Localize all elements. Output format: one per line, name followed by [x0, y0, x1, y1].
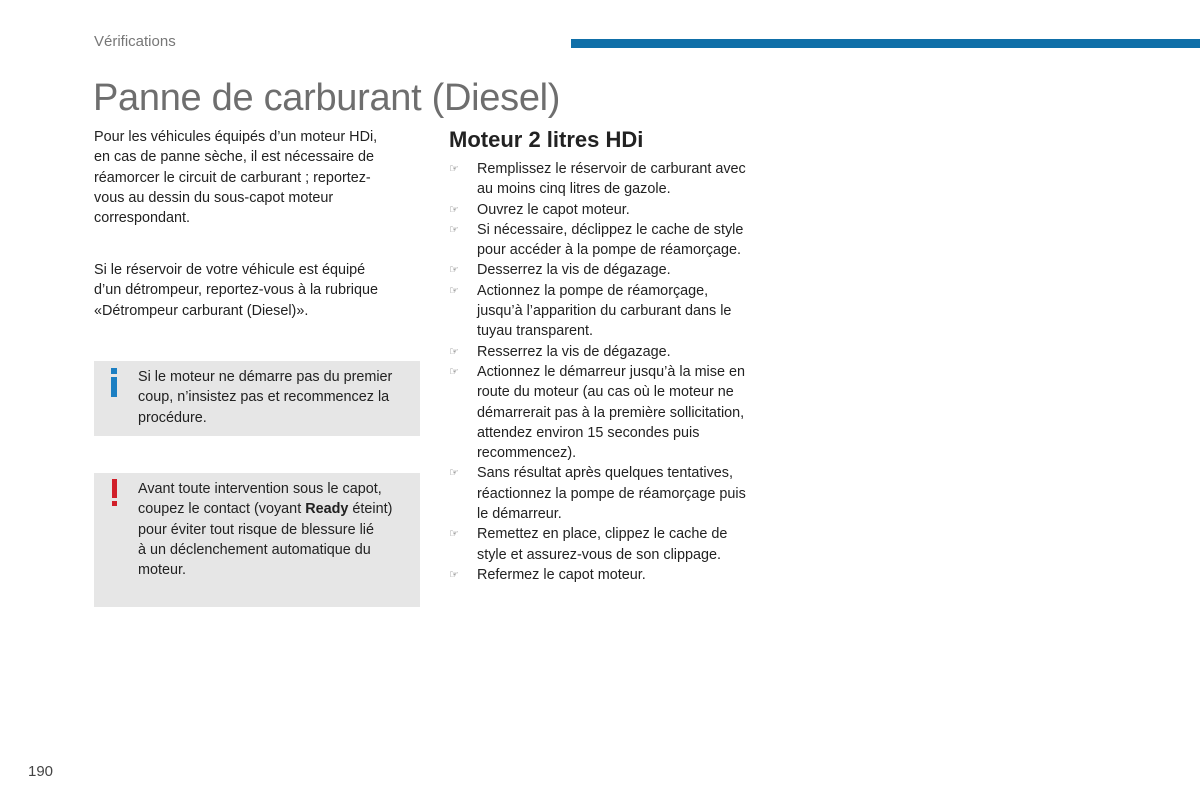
pointing-hand-icon: ☞: [449, 263, 459, 277]
step-text: Resserrez la vis de dégazage.: [477, 343, 671, 360]
page-number: 190: [28, 763, 54, 780]
step-item: [449, 524, 779, 565]
warning-text-bold: Ready: [305, 501, 349, 518]
pointing-hand-icon: ☞: [449, 364, 459, 378]
section-label: Vérifications: [94, 33, 176, 50]
warning-box: [94, 473, 420, 607]
info-box: [94, 361, 420, 436]
step-item: [449, 260, 779, 280]
pointing-hand-icon: ☞: [449, 527, 459, 541]
step-text: Sans résultat après quelques tentatives, réactionnez la pompe de réamorçage puis le démarreur.: [477, 465, 746, 523]
step-text: Actionnez le démarreur jusqu’à la mise en route du moteur (au cas où le moteur ne démarrerait pas à la première sollicitation, attendez environ 15 secondes puis recommencez).: [477, 363, 745, 462]
pointing-hand-icon: ☞: [449, 283, 459, 297]
warning-icon: [108, 479, 120, 509]
step-item: [449, 200, 779, 220]
step-text: Remettez en place, clippez le cache de style et assurez-vous de son clippage.: [477, 526, 728, 563]
pointing-hand-icon: ☞: [449, 466, 459, 480]
step-item: [449, 463, 779, 524]
info-text: Si le moteur ne démarre pas du premier coup, n’insistez pas et recommencez la procédure.: [138, 369, 393, 426]
step-item: [449, 362, 779, 463]
procedure-steps: [449, 159, 779, 585]
pointing-hand-icon: ☞: [449, 162, 459, 175]
header-accent-bar: [571, 39, 1200, 48]
step-text: Si nécessaire, déclippez le cache de style pour accéder à la pompe de réamorçage.: [477, 221, 744, 259]
warning-text-start: Avant toute intervention sous le capot, coupez le contact (voyant: [138, 481, 382, 518]
pointing-hand-icon: ☞: [449, 344, 459, 358]
step-text: Ouvrez le capot moteur.: [477, 201, 630, 218]
intro-paragraph: Pour les véhicules équipés d’un moteur HDi, en cas de panne sèche, il est nécessaire de réamorcer le circuit de carburant ; reportez- vous au dessin du sous-capot moteur correspondant.: [94, 129, 378, 227]
step-text: Actionnez la pompe de réamorçage, jusqu’à l’apparition du carburant dans le tuyau transparent.: [477, 282, 732, 340]
step-item: [449, 220, 779, 261]
pointing-hand-icon: ☞: [449, 202, 459, 216]
step-text: Desserrez la vis de dégazage.: [477, 262, 671, 279]
procedure-title: Moteur 2 litres HDi: [449, 127, 644, 152]
step-item: [449, 159, 779, 200]
step-item: [449, 342, 779, 362]
step-text: Refermez le capot moteur.: [477, 566, 646, 583]
step-item: [449, 281, 779, 342]
pointing-hand-icon: ☞: [449, 222, 459, 236]
warning-text: [138, 479, 414, 580]
warning-text-end: éteint) pour éviter tout risque de blessure lié à un déclenchement automatique du moteur.: [138, 501, 393, 579]
detrompeur-paragraph: Si le réservoir de votre véhicule est équipé d’un détrompeur, reportez-vous à la rubrique «Détrompeur carburant (Diesel)».: [94, 262, 378, 319]
page-title: Panne de carburant (Diesel): [93, 77, 561, 119]
info-icon: [108, 368, 120, 396]
step-item: [449, 565, 779, 585]
pointing-hand-icon: ☞: [449, 567, 459, 581]
step-text: Remplissez le réservoir de carburant avec au moins cinq litres de gazole.: [477, 161, 746, 198]
